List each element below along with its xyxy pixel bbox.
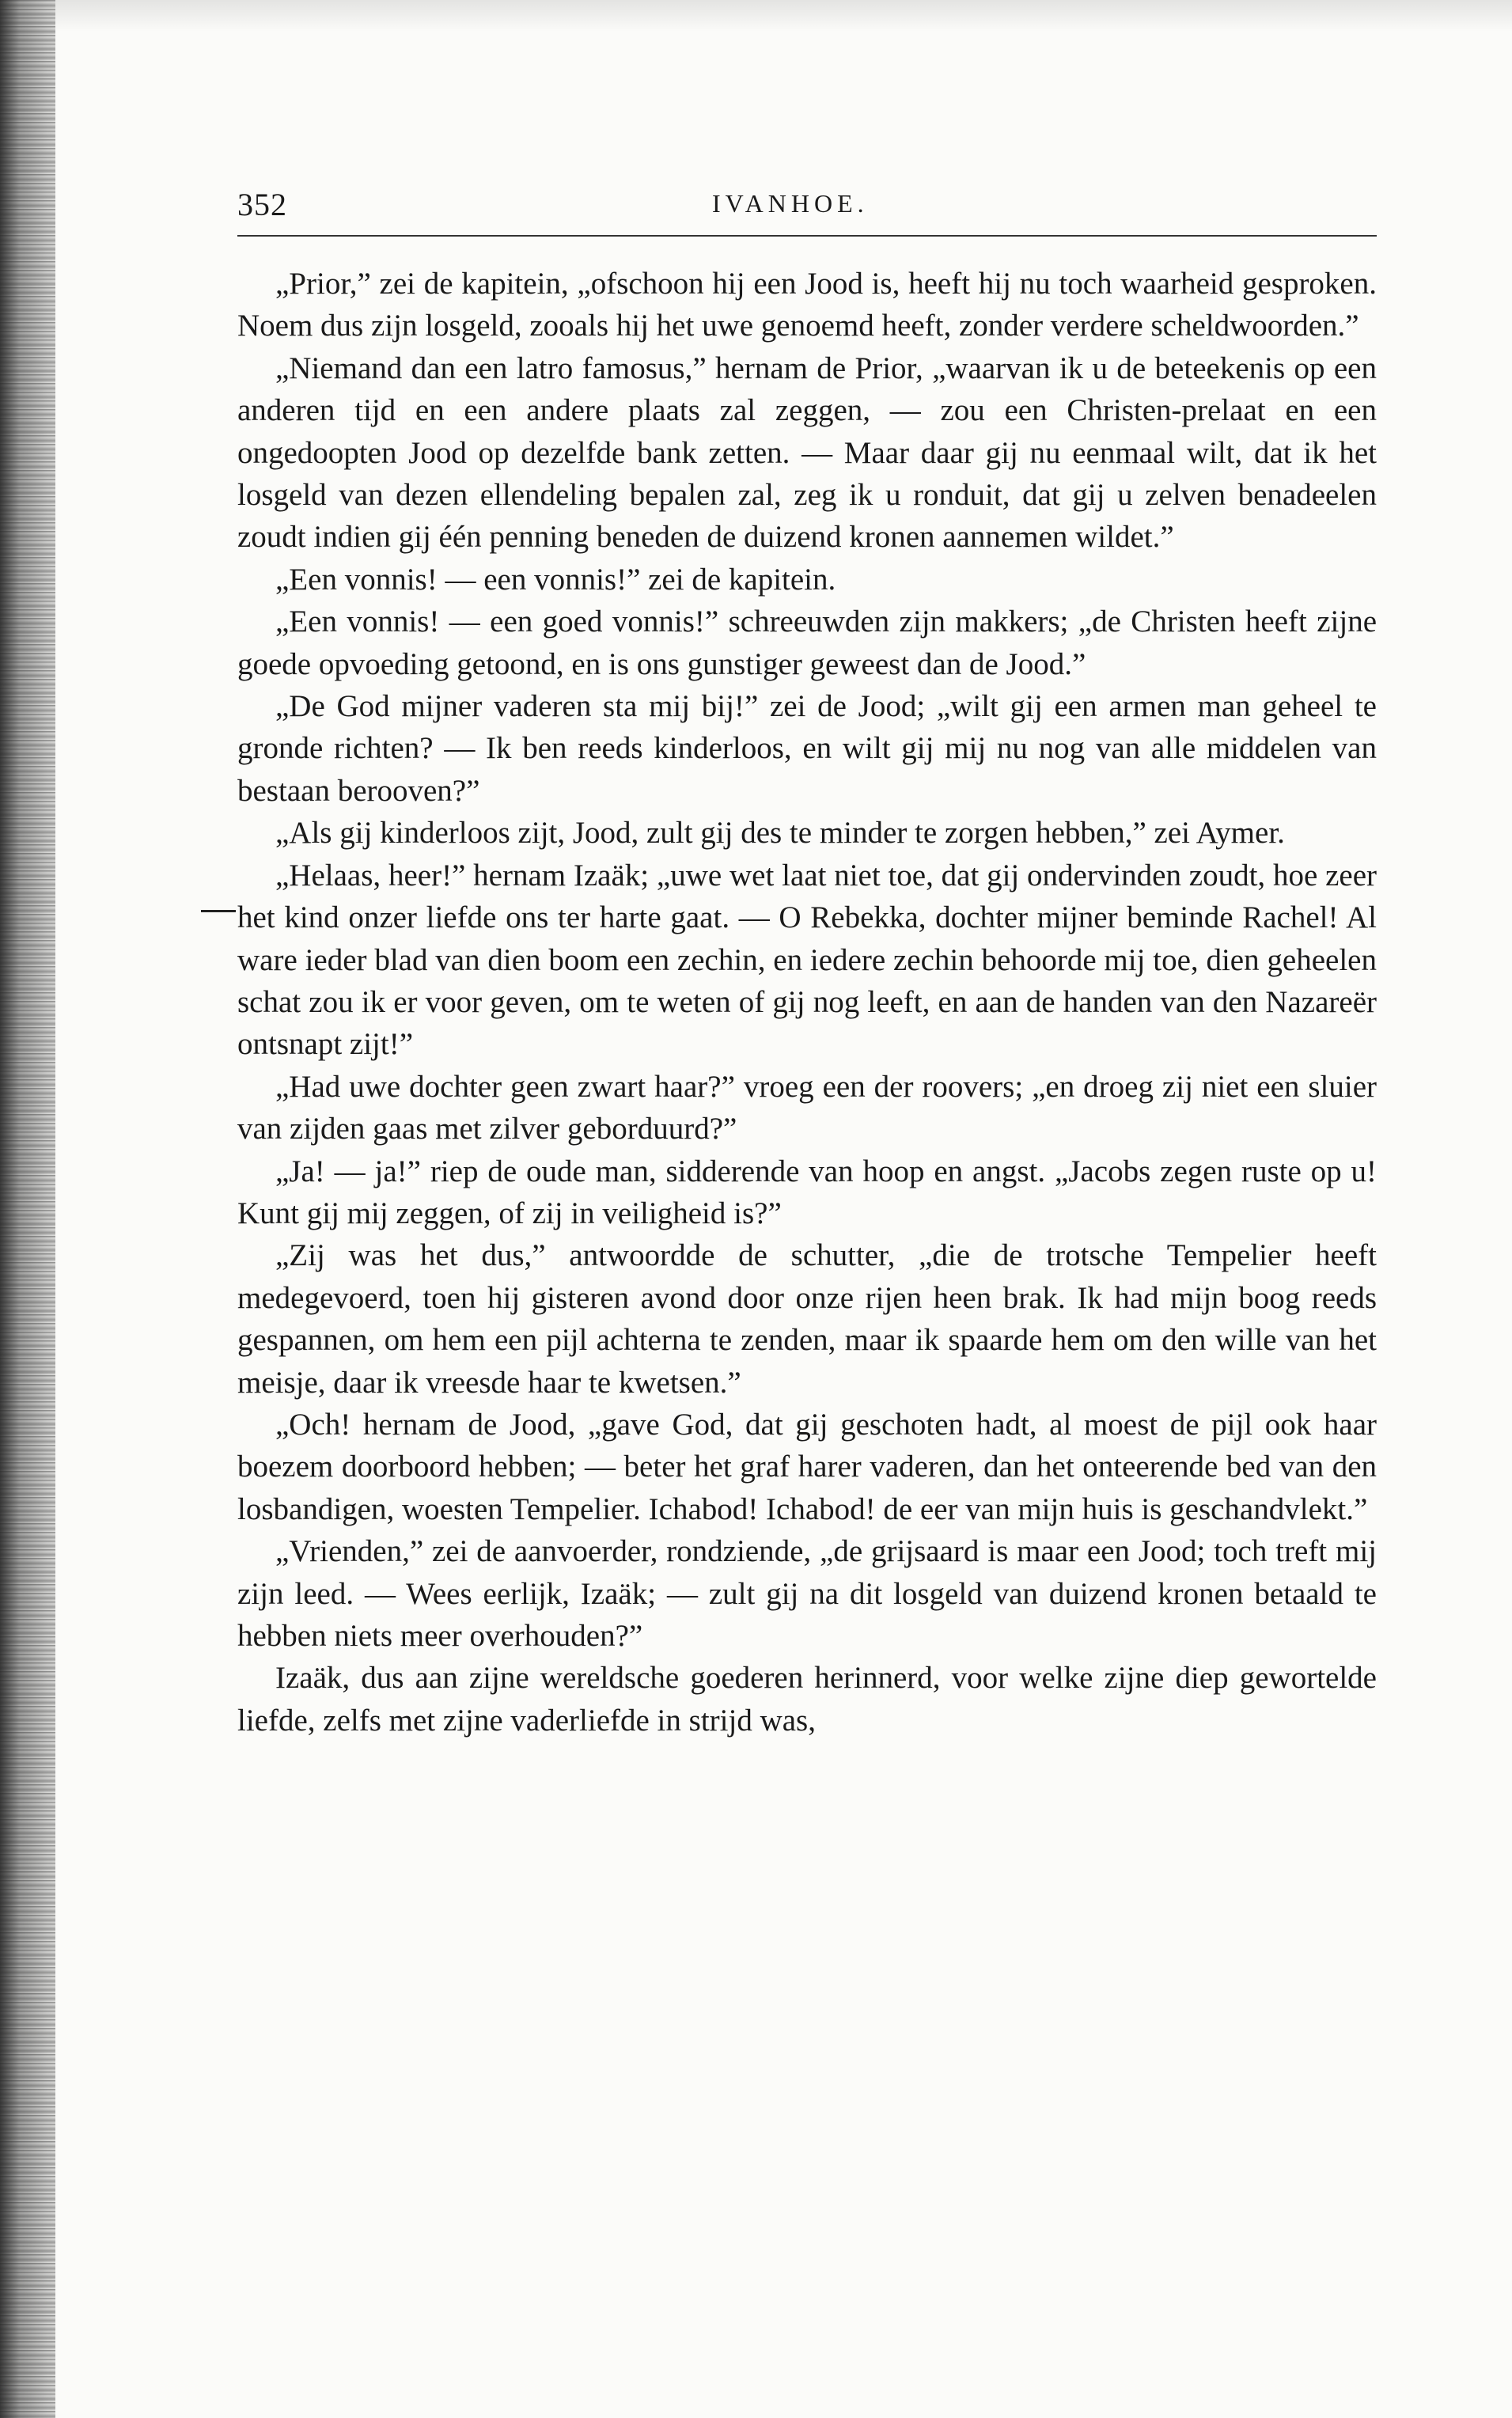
page-header (237, 186, 1377, 233)
binding-edge (0, 0, 55, 2418)
paragraph: „Een vonnis! — een goed vonnis!” schreeuwden zijn makkers; „de Christen heeft zijne goede opvoeding getoond, en is ons gunstiger geweest dan de Jood.” (237, 604, 1377, 681)
paragraph: „Had uwe dochter geen zwart haar?” vroeg een der roovers; „en droeg zij niet een sluier van zijden gaas met zilver geborduurd?” (237, 1069, 1377, 1146)
paragraph: „Niemand dan een latro famosus,” hernam de Prior, „waarvan ik u de beteekenis op een anderen tijd en een andere plaats zal zeggen, — zou een Christen-prelaat en een ongedoopten Jood op dezelfde bank zetten. — Maar daar gij nu eenmaal wilt, dat ik het losgeld van dezen ellendeling bepalen zal, zeg ik u ronduit, dat gij u zelven benadeelen zoudt indien gij één penning beneden de duizend kronen aannemen wildet.” (237, 351, 1377, 555)
page-top-edge (55, 0, 1512, 32)
paragraph: „Ja! — ja!” riep de oude man, sidderende van hoop en angst. „Jacobs zegen ruste op u! Kunt gij mij zeggen, of zij in veiligheid is?” (237, 1154, 1377, 1230)
page-number: 352 (237, 187, 287, 222)
paragraph: „Zij was het dus,” antwoordde de schutter, „die de trotsche Tempelier heeft medegevoerd, toen hij gisteren avond door onze rijen heen brak. Ik had mijn boog reeds gespannen, om hem een pijl achterna te zenden, maar ik spaarde hem om den wille van het meisje, daar ik vreesde haar te kwetsen.” (237, 1238, 1377, 1400)
margin-mark (201, 910, 236, 912)
paragraph: „De God mijner vaderen sta mij bij!” zei de Jood; „wilt gij een armen man geheel te gronde richten? — Ik ben reeds kinderloos, en wilt gij mij nu nog van alle middelen van bestaan berooven?” (237, 689, 1377, 808)
header-rule (237, 235, 1377, 237)
paragraph: „Och! hernam de Jood, „gave God, dat gij geschoten hadt, al moest de pijl ook haar boezem doorboord hebben; — beter het graf harer vaderen, dan het onteerende bed van den losbandigen, woesten Tempelier. Ichabod! Ichabod! de eer van mijn huis is geschandvlekt.” (237, 1407, 1377, 1526)
paragraph: „Helaas, heer!” hernam Izaäk; „uwe wet laat niet toe, dat gij ondervinden zoudt, hoe zeer het kind onzer liefde ons ter harte gaat. — O Rebekka, dochter mijner beminde Rachel! Al ware ieder blad van dien boom een zechin, en iedere zechin behoorde mij toe, dien geheelen schat zou ik er voor geven, om te weten of gij nog leeft, en aan de handen van den Nazareër ontsnapt zijt!” (237, 858, 1377, 1062)
paragraph: „Vrienden,” zei de aanvoerder, rondziende, „de grijsaard is maar een Jood; toch treft mij zijn leed. — Wees eerlijk, Izaäk; — zult gij na dit losgeld van duizend kronen betaald te hebben niets meer overhouden?” (237, 1534, 1377, 1653)
paragraph: „Een vonnis! — een vonnis!” zei de kapitein. (275, 562, 836, 597)
paragraph: Izaäk, dus aan zijne wereldsche goederen herinnerd, voor welke zijne diep gewortelde liefde, zelfs met zijne vaderliefde in strijd was, (237, 1661, 1377, 1738)
body-text (237, 263, 1377, 1741)
paragraph: „Prior,” zei de kapitein, „ofschoon hij een Jood is, heeft hij nu toch waarheid gesproken. Noem dus zijn losgeld, zooals hij het uwe genoemd heeft, zonder verdere scheldwoorden.” (237, 267, 1377, 343)
running-head: IVANHOE. (712, 189, 869, 218)
paragraph: „Als gij kinderloos zijt, Jood, zult gij des te minder te zorgen hebben,” zei Aymer. (275, 816, 1285, 851)
